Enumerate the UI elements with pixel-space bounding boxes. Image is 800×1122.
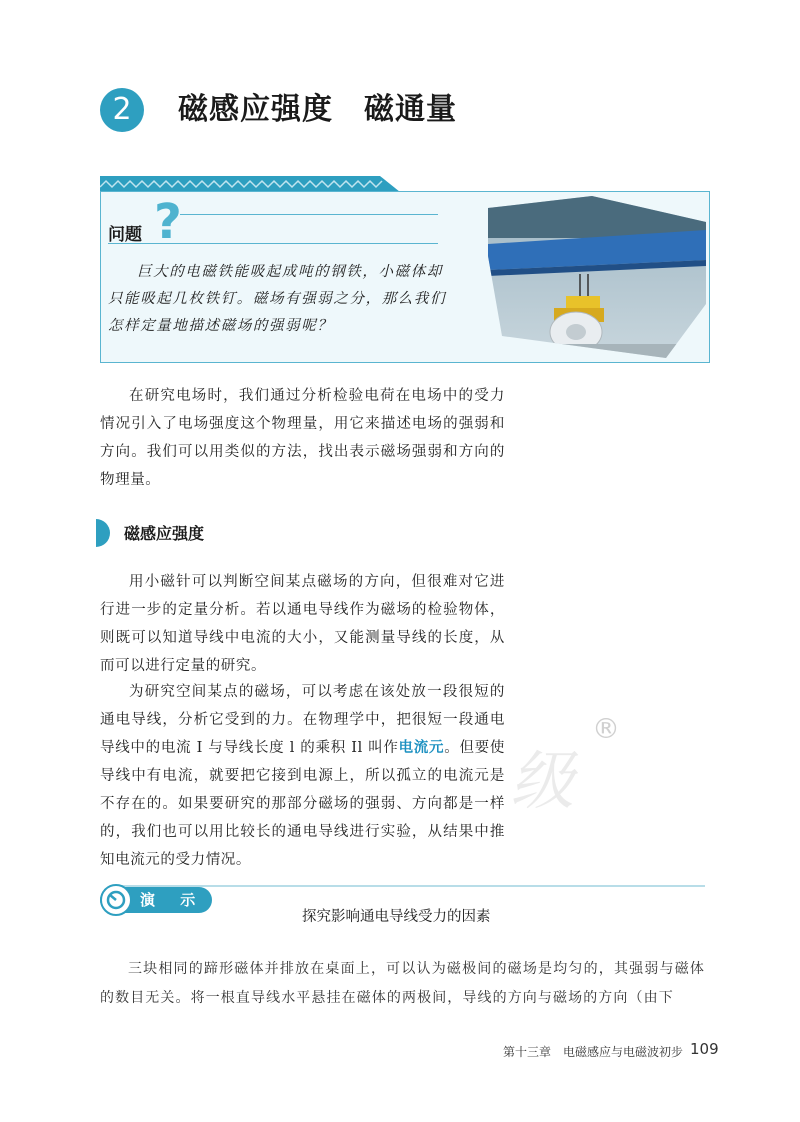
- intro-paragraph: 在研究电场时，我们通过分析检验电荷在电场中的受力情况引入了电场强度这个物理量，用它来描述电场的强弱和方向。我们可以用类似的方法，找出表示磁场强弱和方向的物理量。: [100, 388, 505, 488]
- electromagnet-crane-photo: [488, 196, 706, 358]
- page-number: 109: [690, 1040, 719, 1058]
- section-number-badge: 2: [100, 88, 144, 132]
- problem-label: 问题: [108, 225, 142, 245]
- term-current-element: 电流元: [398, 740, 445, 756]
- demo-divider: [120, 885, 705, 887]
- problem-text: 巨大的电磁铁能吸起成吨的钢铁，小磁体却只能吸起几枚铁钉。磁场有强弱之分，那么我们怎样定量地描述磁场的强弱呢？: [108, 264, 447, 334]
- subsection-title: 磁感应强度: [124, 524, 205, 543]
- watermark: 级: [510, 745, 580, 819]
- demo-text: 三块相同的蹄形磁体并排放在桌面上，可以认为磁极间的磁场是均匀的，其强弱与磁体的数目无关。将一根直导线水平悬挂在磁体的两极间，导线的方向与磁场的方向（由下: [100, 961, 705, 1006]
- body-paragraph-2: [100, 678, 505, 874]
- body-paragraph-2-part1: 为研究空间某点的磁场，可以考虑在该处放一段很短的通电导线，分析它受到的力。在物理学中，把很短一段通电导线中的电流 I 与导线长度 l 的乘积 Il 叫作: [100, 684, 505, 756]
- demo-label: 演 示: [140, 891, 206, 909]
- decorative-zigzag-band: [100, 176, 400, 192]
- subsection-marker-icon: [96, 519, 110, 547]
- problem-divider-top: [180, 214, 438, 215]
- body-paragraph-2-part2: 。但要使导线中有电流，就要把它接到电源上，所以孤立的电流元是不存在的。如果要研究的那部分磁场的强弱、方向都是一样的，我们也可以用比较长的通电导线进行实验，从结果中推知电流元的受力情况。: [100, 740, 505, 868]
- question-mark-icon: ?: [154, 194, 182, 250]
- section-title: 磁感应强度 磁通量: [178, 92, 457, 127]
- footer-chapter-title: 第十三章 电磁感应与电磁波初步: [503, 1045, 684, 1059]
- demo-icon: [100, 884, 132, 916]
- registered-mark: ®: [592, 712, 620, 745]
- body-paragraph-1: 用小磁针可以判断空间某点磁场的方向，但很难对它进行进一步的定量分析。若以通电导线作为磁场的检验物体，则既可以知道导线中电流的大小，又能测量导线的长度，从而可以进行定量的研究。: [100, 574, 505, 674]
- demo-title: 探究影响通电导线受力的因素: [302, 909, 491, 925]
